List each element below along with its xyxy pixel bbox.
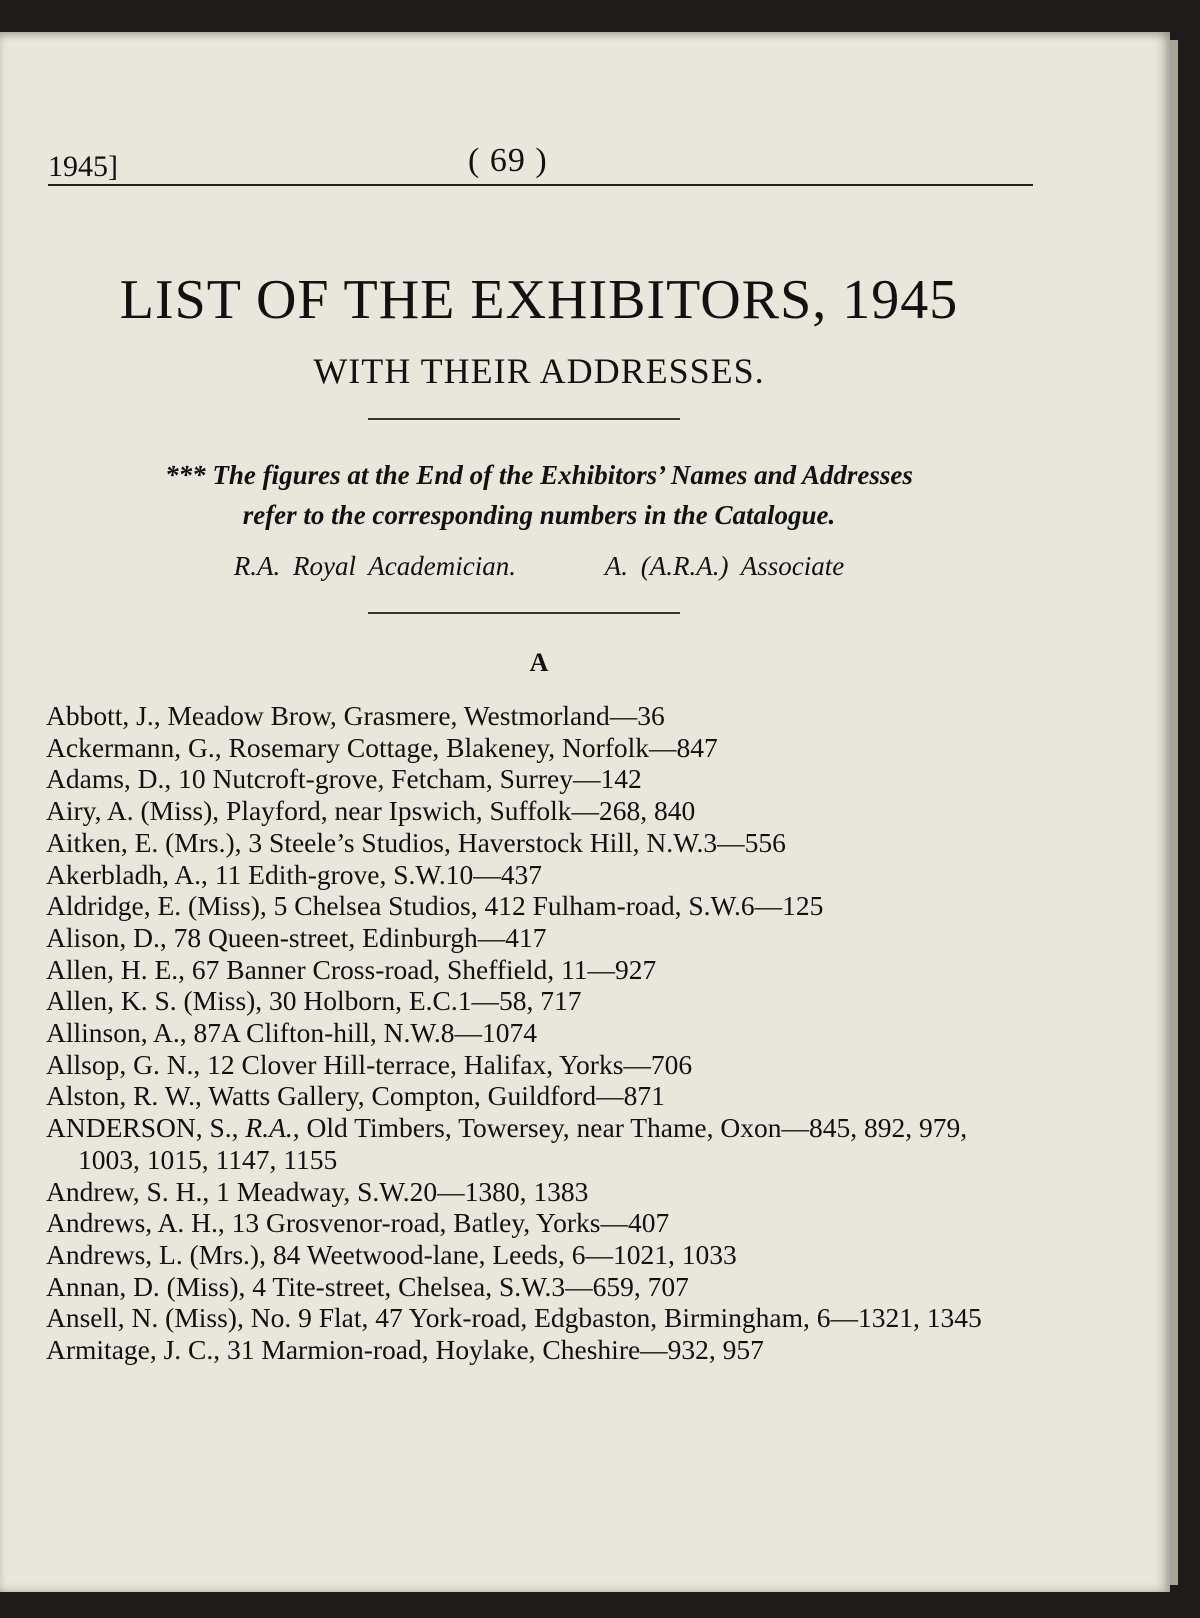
list-item: Aitken, E. (Mrs.), 3 Steele’s Studios, Haverstock Hill, N.W.3—556 xyxy=(46,826,786,858)
note-line-1: *** The figures at the End of the Exhibitors’ Names and Addresses xyxy=(165,460,913,490)
exhibitor-title: R.A. xyxy=(245,1112,293,1144)
list-item: Ackermann, G., Rosemary Cottage, Blakeney, Norfolk—847 xyxy=(46,731,718,763)
page-subtitle: WITH THEIR ADDRESSES. xyxy=(313,351,765,391)
list-item: Alison, D., 78 Queen-street, Edinburgh—417 xyxy=(46,921,547,953)
list-item: Akerbladh, A., 11 Edith-grove, S.W.10—437 xyxy=(46,858,542,890)
exhibitor-name: ANDERSON, S., xyxy=(46,1112,246,1144)
note-line-2: refer to the corresponding numbers in the Catalogue. xyxy=(242,500,836,530)
list-item: Alston, R. W., Watts Gallery, Compton, Guildford—871 xyxy=(46,1080,665,1112)
list-item: Allen, H. E., 67 Banner Cross-road, Sheffield, 11—927 xyxy=(46,953,657,985)
catalogue-note xyxy=(44,455,1034,535)
page-number: ( 69 ) xyxy=(468,142,548,179)
list-item xyxy=(46,1112,1026,1175)
abbr-associate: A. (A.R.A.) Associate xyxy=(604,551,845,581)
list-item: Abbott, J., Meadow Brow, Grasmere, Westmorland—36 xyxy=(46,700,665,731)
list-item: Allinson, A., 87A Clifton-hill, N.W.8—1074 xyxy=(46,1017,537,1049)
page-edge xyxy=(1170,40,1178,1585)
list-item: Andrews, A. H., 13 Grosvenor-road, Batley, Yorks—407 xyxy=(46,1207,670,1239)
list-item: Aldridge, E. (Miss), 5 Chelsea Studios, 412 Fulham-road, S.W.6—125 xyxy=(46,890,824,922)
page-title: LIST OF THE EXHIBITORS, 1945 xyxy=(119,269,959,331)
list-item: Adams, D., 10 Nutcroft-grove, Fetcham, Surrey—142 xyxy=(46,763,642,795)
header-year: 1945] xyxy=(48,150,118,183)
abbr-royal-academician: R.A. Royal Academician. xyxy=(233,551,516,581)
exhibitor-address: , Old Timbers, Towersey, near Thame, Oxon—845, 892, 979, 1003, 1015, 1147, 1155 xyxy=(78,1112,968,1175)
running-header xyxy=(48,142,1033,186)
divider-rule xyxy=(368,418,680,420)
list-item: Andrew, S. H., 1 Meadway, S.W.20—1380, 1383 xyxy=(46,1175,589,1207)
abbreviation-key xyxy=(44,551,1034,582)
section-letter: A xyxy=(529,648,549,677)
list-item: Airy, A. (Miss), Playford, near Ipswich, Suffolk—268, 840 xyxy=(46,795,696,827)
list-item: Allsop, G. N., 12 Clover Hill-terrace, Halifax, Yorks—706 xyxy=(46,1048,693,1080)
list-item: Ansell, N. (Miss), No. 9 Flat, 47 York-road, Edgbaston, Birmingham, 6—1321, 1345 xyxy=(46,1302,982,1334)
list-item: Armitage, J. C., 31 Marmion-road, Hoylake, Cheshire—932, 957 xyxy=(46,1334,764,1366)
list-item: Annan, D. (Miss), 4 Tite-street, Chelsea, S.W.3—659, 707 xyxy=(46,1270,689,1302)
list-item: Andrews, L. (Mrs.), 84 Weetwood-lane, Leeds, 6—1021, 1033 xyxy=(46,1238,737,1270)
list-item: Allen, K. S. (Miss), 30 Holborn, E.C.1—58, 717 xyxy=(46,985,582,1017)
divider-rule xyxy=(368,612,680,614)
exhibitor-list xyxy=(46,700,1026,1366)
